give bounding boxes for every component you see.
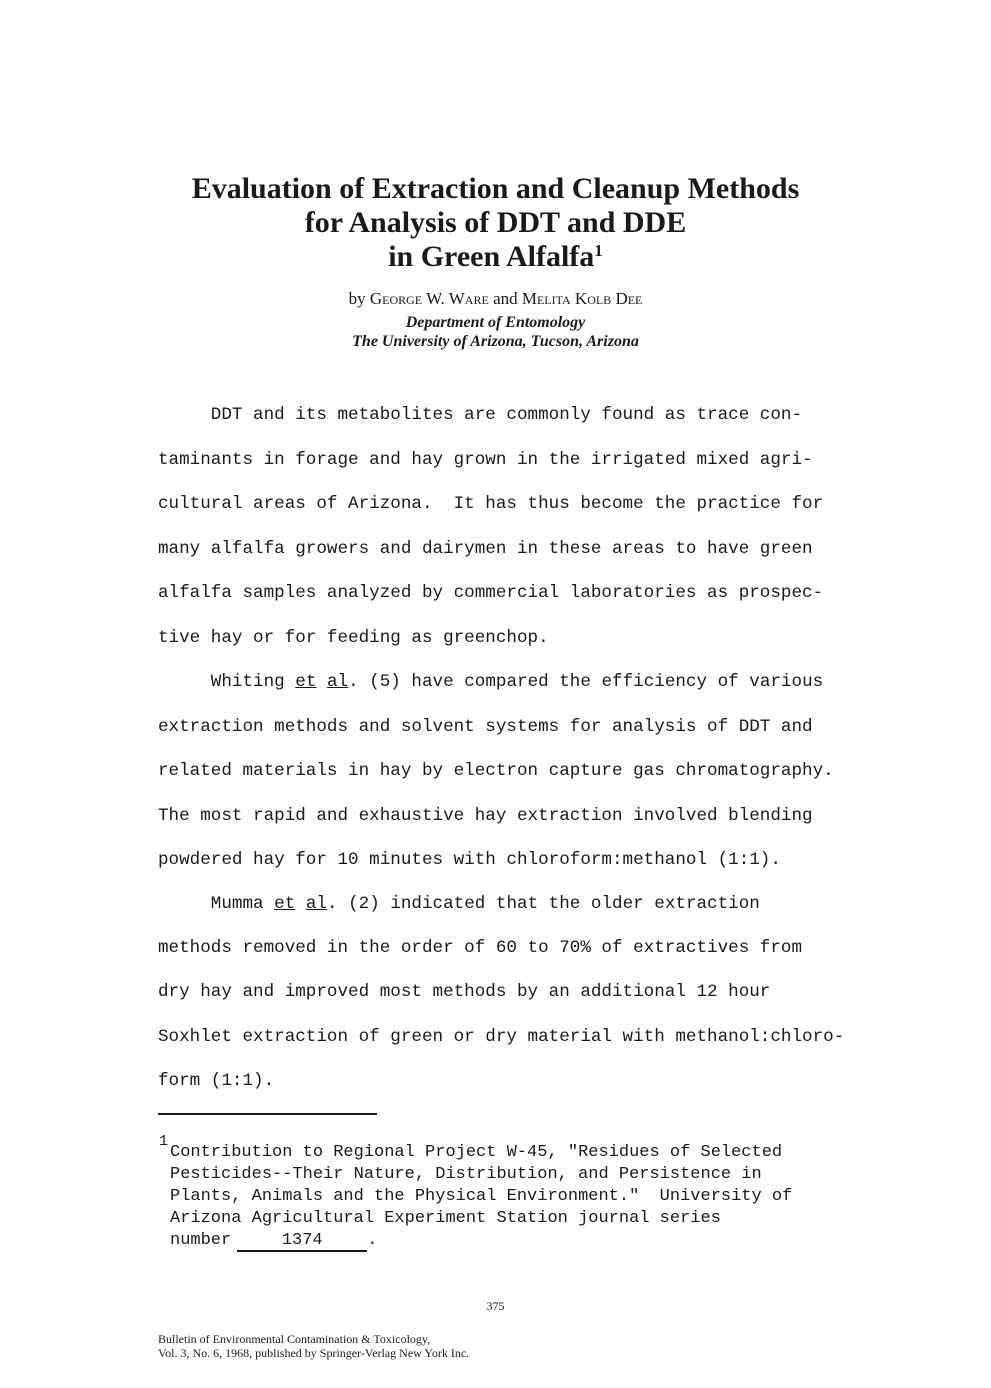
footnote-divider xyxy=(158,1113,377,1115)
body-line: powdered hay for 10 minutes with chloroform:methanol (1:1). xyxy=(158,850,781,870)
title-line-1: Evaluation of Extraction and Cleanup Methods xyxy=(191,172,800,205)
footnote-line: Pesticides--Their Nature, Distribution, and Persistence in xyxy=(170,1165,762,1184)
byline-prefix: by xyxy=(348,289,366,308)
footnote-line: Arizona Agricultural Experiment Station journal series xyxy=(170,1209,721,1228)
footnote-line: Contribution to Regional Project W-45, "Residues of Selected xyxy=(170,1143,783,1162)
body-line: DDT and its metabolites are commonly found as trace con- xyxy=(158,405,803,425)
latin-et: et xyxy=(295,672,317,692)
latin-al: al xyxy=(326,672,349,692)
paper-title xyxy=(0,172,991,274)
latin-et: et xyxy=(274,894,296,914)
body-line: Soxhlet extraction of green or dry material with methanol:chloro- xyxy=(158,1027,845,1047)
author-byline xyxy=(0,289,991,309)
author-name: George W. Ware xyxy=(369,289,489,308)
latin-al: al xyxy=(305,894,327,914)
body-line: extraction methods and solvent systems for analysis of DDT and xyxy=(158,717,813,737)
citation-author: Mumma xyxy=(210,894,264,914)
title-line-3: in Green Alfalfa xyxy=(388,240,595,273)
citation-author: Whiting xyxy=(210,672,285,692)
body-text: . (2) indicated that the older extraction xyxy=(326,894,760,914)
body-line: many alfalfa growers and dairymen in these areas to have green xyxy=(158,539,813,559)
body-line: dry hay and improved most methods by an additional 12 hour xyxy=(158,982,771,1002)
title-footnote-marker: 1 xyxy=(594,241,603,260)
author-name: Melita Kolb Dee xyxy=(521,289,643,308)
university: The University of Arizona, Tucson, Arizona xyxy=(352,333,639,350)
journal-citation-line: Bulletin of Environmental Contamination & Toxicology, xyxy=(158,1332,431,1346)
body-line: related materials in hay by electron capture gas chromatography. xyxy=(158,761,834,781)
journal-series-number: 1374 xyxy=(237,1231,367,1252)
footnote-marker: 1 xyxy=(159,1133,169,1150)
body-line: cultural areas of Arizona. It has thus become the practice for xyxy=(158,494,824,514)
body-line xyxy=(158,893,760,915)
byline-conjunction: and xyxy=(493,289,518,308)
body-line: taminants in forage and hay grown in the irrigated mixed agri- xyxy=(158,450,813,470)
indent xyxy=(158,894,211,914)
body-text: . (5) have compared the efficiency of various xyxy=(348,672,824,692)
footnote-number-line xyxy=(170,1231,377,1252)
body-line: methods removed in the order of 60 to 70% of extractives from xyxy=(158,938,803,958)
journal-citation-line: Vol. 3, No. 6, 1968, published by Springer-Verlag New York Inc. xyxy=(158,1346,470,1360)
page-number: 375 xyxy=(486,1299,505,1313)
body-line: The most rapid and exhaustive hay extraction involved blending xyxy=(158,806,813,826)
footnote-line: Plants, Animals and the Physical Environment." University of xyxy=(170,1187,793,1206)
body-line: alfalfa samples analyzed by commercial laboratories as prospec- xyxy=(158,583,824,603)
department: Department of Entomology xyxy=(405,314,586,331)
body-line: tive hay or for feeding as greenchop. xyxy=(158,628,549,648)
body-line xyxy=(158,671,823,693)
footnote-number-label: number xyxy=(170,1231,232,1250)
footnote-period: . xyxy=(367,1231,378,1250)
body-line: form (1:1). xyxy=(158,1071,275,1091)
title-line-2: for Analysis of DDT and DDE xyxy=(304,206,687,239)
indent xyxy=(158,672,211,692)
